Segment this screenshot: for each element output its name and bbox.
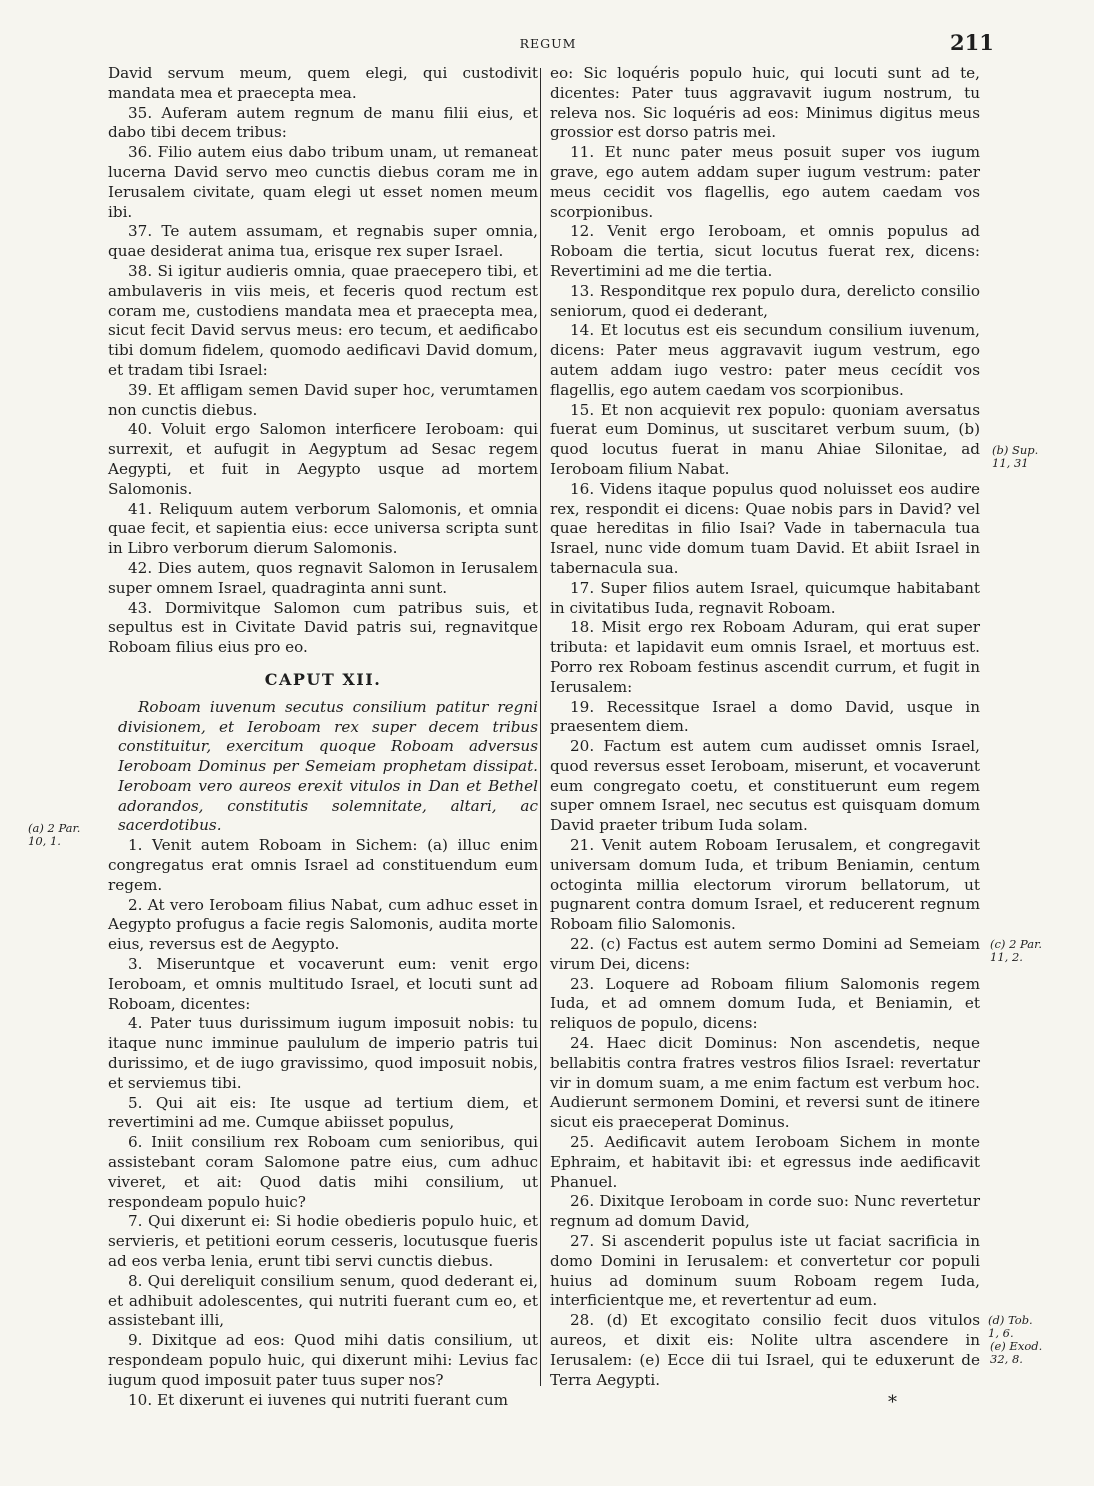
- verse-paragraph: 5. Qui ait eis: Ite usque ad tertium diem, et revertimini ad me. Cumque abiisset populus,: [108, 1093, 538, 1132]
- verse-paragraph: 7. Qui dixerunt ei: Si hodie obedieris populo huic, et servieris, et petitioni eorum cesseris, locutusque fueris ad eos verba lenia, erunt tibi servi cunctis diebus.: [108, 1212, 538, 1271]
- margin-note-c: [990, 938, 1042, 964]
- page-number: 211: [950, 30, 994, 55]
- running-header: REGUM: [519, 36, 577, 51]
- right-column: [550, 64, 980, 1390]
- verse-paragraph: 43. Dormivitque Salomon cum patribus suis, et sepultus est in Civitate David patris sui, regnavitque Roboam filius eius pro eo.: [108, 598, 538, 657]
- margin-note-e-ref: (e) Exod.: [990, 1339, 1043, 1353]
- verse-paragraph: David servum meum, quem elegi, qui custodivit mandata mea et praecepta mea.: [108, 64, 538, 102]
- margin-note-c-loc: 11, 2.: [990, 950, 1023, 964]
- chapter-summary: Roboam iuvenum secutus consilium patitur regni divisionem, et Ieroboam rex super decem tribus constituitur, exercitum quoque Roboam adversus Ieroboam Dominus per Semeiam prophetam dissipat. Ieroboam vero aureos erexit vitulos in Dan et Bethel adorandos, constitutis solemnitate, altari, ac sacerdotibus.: [118, 697, 538, 835]
- verse-paragraph: 1. Venit autem Roboam in Sichem: (a) illuc enim congregatus erat omnis Israel ad constituendum eum regem.: [108, 836, 538, 894]
- verse-paragraph: 9. Dixitque ad eos: Quod mihi datis consilium, ut respondeam populo huic, qui dixerunt mihi: Levius fac iugum quod imposuit pater tuus super nos?: [108, 1331, 538, 1389]
- margin-note-b-ref: (b) Sup.: [992, 443, 1039, 457]
- verse-paragraph: 22. (c) Factus est autem sermo Domini ad Semeiam virum Dei, dicens:: [550, 935, 980, 973]
- verse-paragraph: 25. Aedificavit autem Ieroboam Sichem in monte Ephraim, et habitavit ibi: et egressus inde aedificavit Phanuel.: [550, 1133, 980, 1191]
- verse-paragraph: 14. Et locutus est eis secundum consilium iuvenum, dicens: Pater meus aggravavit iugum vestrum, ego autem addam iugo vestro: pater meus cecídit vos flagellis, ego autem caedam vos scorpionibus.: [550, 321, 980, 399]
- verse-paragraph: 6. Iniit consilium rex Roboam cum senioribus, qui assistebant coram Salomone patre eius, cum adhuc viveret, et ait: Quod datis mihi consilium, ut respondeam populo huic?: [108, 1133, 538, 1211]
- verse-paragraph: 21. Venit autem Roboam Ierusalem, et congregavit universam domum Iuda, et tribum Beniamin, centum octoginta millia electorum virorum bellatorum, ut pugnarent contra domum Israel, et reducerent regnum Roboam filio Salomonis.: [550, 836, 980, 934]
- margin-note-e: [990, 1340, 1042, 1366]
- verse-paragraph: 20. Factum est autem cum audisset omnis Israel, quod reversus esset Ieroboam, miserunt, et vocaverunt eum congregato coetu, et constituerunt eum regem super omnem Israel, nec secutus est quisquam domum David praeter tribum Iuda solam.: [550, 737, 980, 835]
- margin-note-a-loc: 10, 1.: [28, 834, 61, 848]
- verse-paragraph: 11. Et nunc pater meus posuit super vos iugum grave, ego autem addam super iugum vestrum: pater meus cecidit vos flagellis, ego autem caedam vos scorpionibus.: [550, 143, 980, 221]
- margin-note-a: [28, 822, 80, 848]
- verse-paragraph: 23. Loquere ad Roboam filium Salomonis regem Iuda, et ad omnem domum Iuda, et Beniamin, et reliquos de populo, dicens:: [550, 974, 980, 1033]
- verse-paragraph: 13. Responditque rex populo dura, derelicto consilio seniorum, quod ei dederant,: [550, 281, 980, 320]
- verse-paragraph: 4. Pater tuus durissimum iugum imposuit nobis: tu itaque nunc imminue paululum de imperio patris tui durissimo, et de iugo gravissimo, quod imposuit nobis, et serviemus tibi.: [108, 1014, 538, 1092]
- verse-paragraph: 39. Et affligam semen David super hoc, verumtamen non cunctis diebus.: [108, 380, 538, 419]
- margin-note-a-ref: (a) 2 Par.: [28, 821, 81, 835]
- verse-paragraph: 12. Venit ergo Ieroboam, et omnis populus ad Roboam die tertia, sicut locutus fuerat rex, dicens: Revertimini ad me die tertia.: [550, 222, 980, 280]
- verse-paragraph: 3. Miseruntque et vocaverunt eum: venit ergo Ieroboam, et omnis multitudo Israel, et locuti sunt ad Roboam, dicentes:: [108, 955, 538, 1013]
- margin-note-c-ref: (c) 2 Par.: [990, 937, 1043, 951]
- verse-paragraph: 17. Super filios autem Israel, quicumque habitabant in civitatibus Iuda, regnavit Roboam.: [550, 578, 980, 617]
- chapter-heading: CAPUT XII.: [264, 669, 382, 689]
- margin-note-d-ref: (d) Tob.: [988, 1313, 1033, 1327]
- verse-paragraph: 28. (d) Et excogitato consilio fecit duos vitulos aureos, et dixit eis: Nolite ultra ascendere in Ierusalem: (e) Ecce dii tui Israel, qui te eduxerunt de Terra Aegypti.: [550, 1311, 980, 1389]
- margin-note-b: [992, 444, 1038, 470]
- page-end-asterisk: *: [888, 1392, 897, 1413]
- verse-paragraph: 38. Si igitur audieris omnia, quae praecepero tibi, et ambulaveris in viis meis, et feceris quod rectum est coram me, custodiens mandata mea et praecepta mea, sicut fecit David servus meus: ero tecum, et aedificabo tibi domum fidelem, quomodo aedificavi David domum, et tradam tibi Israel:: [108, 261, 538, 379]
- verse-paragraph: 18. Misit ergo rex Roboam Aduram, qui erat super tributa: et lapidavit eum omnis Israel, et mortuus est. Porro rex Roboam festinus ascendit currum, et fugit in Ierusalem:: [550, 618, 980, 696]
- verse-paragraph: 36. Filio autem eius dabo tribum unam, ut remaneat lucerna David servo meo cunctis diebus coram me in Ierusalem civitate, quam elegi ut esset nomen meum ibi.: [108, 143, 538, 221]
- verse-paragraph: 2. At vero Ieroboam filius Nabat, cum adhuc esset in Aegypto profugus a facie regis Salomonis, audita morte eius, reversus est de Aegypto.: [108, 895, 538, 954]
- verse-paragraph: 41. Reliquum autem verborum Salomonis, et omnia quae fecit, et sapientia eius: ecce universa scripta sunt in Libro verborum dierum Salomonis.: [108, 499, 538, 558]
- verse-paragraph: 42. Dies autem, quos regnavit Salomon in Ierusalem super omnem Israel, quadraginta anni sunt.: [108, 558, 538, 597]
- column-divider: [540, 68, 541, 1386]
- verse-paragraph: 8. Qui dereliquit consilium senum, quod dederant ei, et adhibuit adolescentes, qui nutriti fuerant cum eo, et assistebant illi,: [108, 1271, 538, 1330]
- verse-paragraph: 26. Dixitque Ieroboam in corde suo: Nunc revertetur regnum ad domum David,: [550, 1192, 980, 1231]
- verse-paragraph: 16. Videns itaque populus quod noluisset eos audire rex, respondit ei dicens: Quae nobis pars in David? vel quae hereditas in filio Isai? Vade in tabernacula tua Israel, nunc vide domum tuam David. Et abiit Israel in tabernacula sua.: [550, 479, 980, 577]
- verse-paragraph: 37. Te autem assumam, et regnabis super omnia, quae desiderat anima tua, erisque rex super Israel.: [108, 222, 538, 261]
- margin-note-e-loc: 32, 8.: [990, 1352, 1023, 1366]
- verse-paragraph: eo: Sic loquéris populo huic, qui locuti sunt ad te, dicentes: Pater tuus aggravavit iugum nostrum, tu releva nos. Sic loquéris ad eos: Minimus digitus meus grossior est dorso patris mei.: [550, 64, 980, 142]
- left-column: [108, 64, 538, 1410]
- margin-note-d: [988, 1314, 1033, 1340]
- verse-paragraph: 35. Auferam autem regnum de manu filii eius, et dabo tibi decem tribus:: [108, 103, 538, 142]
- verse-paragraph: 19. Recessitque Israel a domo David, usque in praesentem diem.: [550, 697, 980, 736]
- verse-paragraph: 27. Si ascenderit populus iste ut faciat sacrificia in domo Domini in Ierusalem: et convertetur cor populi huius ad dominum suum Roboam regem Iuda, interficientque me, et revertentur ad eum.: [550, 1232, 980, 1310]
- verse-paragraph: 40. Voluit ergo Salomon interficere Ieroboam: qui surrexit, et aufugit in Aegyptum ad Sesac regem Aegypti, et fuit in Aegypto usque ad mortem Salomonis.: [108, 420, 538, 498]
- margin-note-d-loc: 1, 6.: [988, 1326, 1014, 1340]
- verse-paragraph: 24. Haec dicit Dominus: Non ascendetis, neque bellabitis contra fratres vestros filios Israel: revertatur vir in domum suam, a me enim factum est verbum hoc. Audierunt sermonem Domini, et reversi sunt de itinere sicut eis praeceperat Dominus.: [550, 1034, 980, 1132]
- margin-note-b-loc: 11, 31: [992, 456, 1029, 470]
- verse-paragraph: 15. Et non acquievit rex populo: quoniam aversatus fuerat eum Dominus, ut suscitaret verbum suum, (b) quod locutus fuerat in manu Ahiae Silonitae, ad Ieroboam filium Nabat.: [550, 400, 980, 478]
- verse-paragraph: 10. Et dixerunt ei iuvenes qui nutriti fuerant cum: [128, 1390, 509, 1409]
